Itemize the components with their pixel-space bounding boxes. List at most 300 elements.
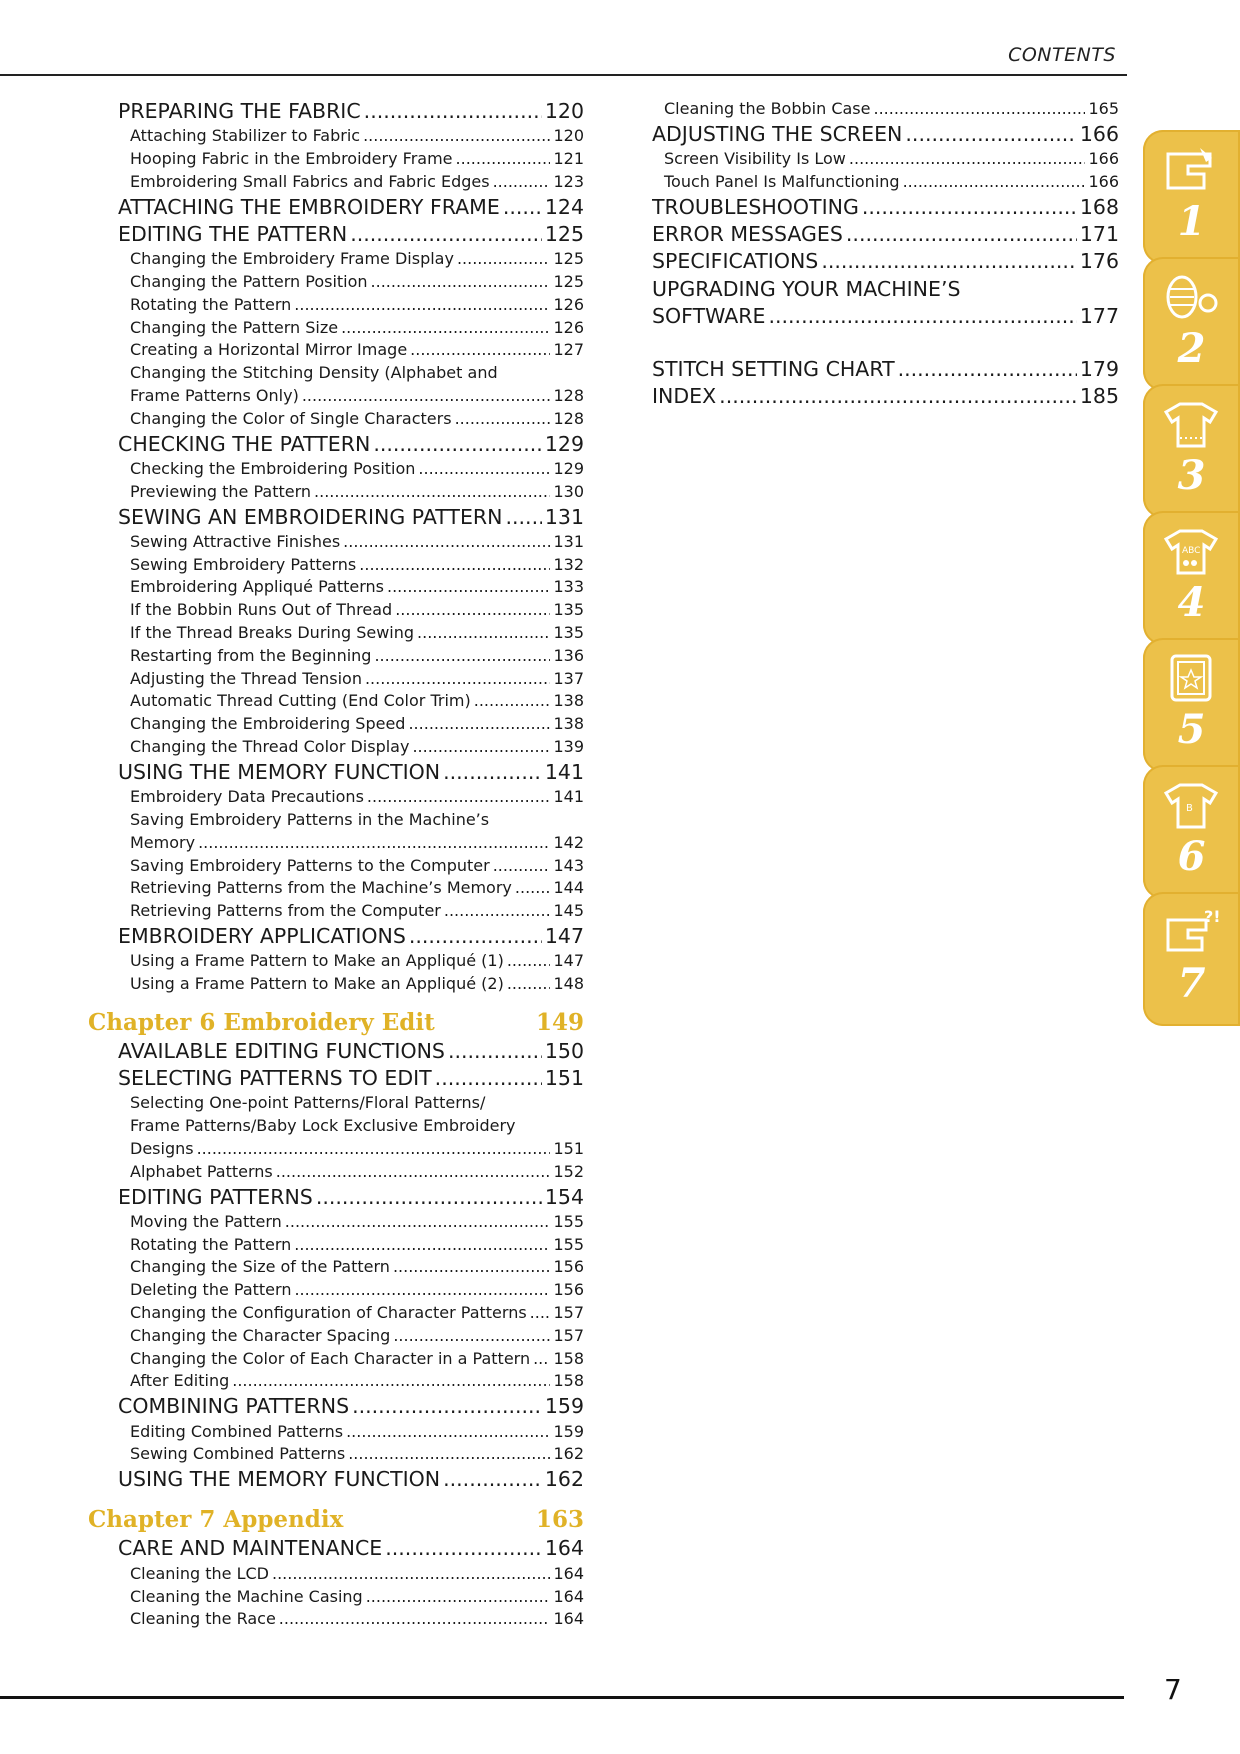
toc-leader-dots [448, 1038, 542, 1065]
toc-leader-dots [903, 171, 1086, 194]
toc-leader-dots [346, 1421, 550, 1444]
toc-entry-page: 158 [553, 1371, 584, 1391]
toc-entry-title: Rotating the Pattern [130, 294, 292, 314]
toc-entry-page: 126 [553, 294, 584, 314]
toc-entry-title: Hooping Fabric in the Embroidery Frame [130, 149, 453, 169]
chapter-tab-6[interactable] [1143, 765, 1240, 899]
toc-leader-dots [456, 148, 551, 171]
toc-entry-title: Saving Embroidery Patterns to the Computer [130, 855, 490, 875]
toc-entry-title: Designs [130, 1138, 194, 1158]
toc-leader-dots [417, 622, 550, 645]
toc-leader-dots [367, 786, 551, 809]
toc-leader-dots [366, 1586, 551, 1609]
toc-entry-text: Changing the Stitching Density (Alphabet and [130, 363, 498, 383]
chapter-tab-number: 2 [1177, 325, 1206, 372]
toc-entry-page: 128 [553, 408, 584, 428]
toc-entry-page: 138 [553, 691, 584, 711]
toc-entry-page: 159 [544, 1394, 584, 1419]
toc-entry-title: SEWING AN EMBROIDERING PATTERN [118, 504, 503, 529]
toc-entry-title: CARE AND MAINTENANCE [118, 1536, 383, 1561]
toc-leader-dots [457, 248, 551, 271]
toc-entry-page: 139 [553, 737, 584, 757]
footer-rule [0, 1696, 1124, 1699]
toc-section[interactable] [88, 431, 584, 458]
toc-entry-page: 152 [553, 1161, 584, 1181]
toc-section[interactable] [652, 248, 1119, 275]
toc-entry-title: If the Bobbin Runs Out of Thread [130, 600, 393, 620]
toc-entry-title: SOFTWARE [652, 303, 766, 328]
toc-subsection[interactable] [88, 1234, 584, 1257]
chapter-tab-5[interactable] [1143, 638, 1240, 772]
toc-entry-page: 150 [544, 1038, 584, 1063]
toc-entry-page: 141 [553, 787, 584, 807]
toc-section[interactable] [88, 1038, 584, 1065]
toc-entry-page: 166 [1088, 149, 1119, 169]
toc-subsection[interactable] [88, 855, 584, 878]
toc-entry-page: 125 [553, 249, 584, 269]
toc-leader-dots [503, 194, 542, 221]
toc-entry-page: 135 [553, 623, 584, 643]
toc-leader-dots [898, 356, 1077, 383]
toc-entry-title: CHECKING THE PATTERN [118, 431, 371, 456]
chapter-heading[interactable] [88, 1008, 584, 1038]
toc-leader-dots [294, 294, 550, 317]
toc-subsection[interactable] [88, 248, 584, 271]
toc-entry-title: Changing the Configuration of Character Patterns [130, 1303, 527, 1323]
toc-subsection[interactable] [88, 458, 584, 481]
toc-entry-title: Creating a Horizontal Mirror Image [130, 340, 408, 360]
toc-entry-page: 120 [553, 126, 584, 146]
toc-subsection[interactable] [652, 148, 1119, 171]
toc-entry-title: Automatic Thread Cutting (End Color Trim) [130, 691, 471, 711]
toc-section[interactable] [88, 504, 584, 531]
toc-entry-page: 164 [553, 1563, 584, 1583]
toc-section[interactable] [88, 221, 584, 248]
toc-entry-title: Rotating the Pattern [130, 1234, 292, 1254]
toc-entry-page: 123 [553, 171, 584, 191]
toc-leader-dots [435, 1065, 542, 1092]
toc-subsection[interactable] [88, 1138, 584, 1161]
toc-entry-page: 121 [553, 149, 584, 169]
toc-entry-page: 176 [1079, 249, 1119, 274]
toc-leader-dots [279, 1608, 551, 1631]
toc-entry-title: Frame Patterns Only) [130, 386, 299, 406]
toc-entry-page: 120 [544, 99, 584, 123]
toc-subsection[interactable] [88, 1563, 584, 1586]
toc-leader-dots [873, 98, 1085, 121]
toc-leader-dots [363, 125, 550, 148]
toc-entry-page: 127 [553, 340, 584, 360]
toc-entry-page: 156 [553, 1280, 584, 1300]
toc-entry-page: 129 [553, 458, 584, 478]
toc-subsection[interactable] [88, 171, 584, 194]
toc-leader-dots [408, 713, 550, 736]
toc-entry-page: 156 [553, 1257, 584, 1277]
toc-entry-title: Changing the Embroidery Frame Display [130, 249, 454, 269]
toc-entry-title: Changing the Character Spacing [130, 1325, 391, 1345]
page-number: 7 [1164, 1673, 1182, 1706]
toc-entry-title: EDITING PATTERNS [118, 1184, 313, 1209]
header-rule [0, 74, 1127, 76]
toc-entry-title: ATTACHING THE EMBROIDERY FRAME [118, 194, 500, 219]
chapter-title: Chapter 7 Appendix [88, 1506, 344, 1534]
toc-section[interactable] [88, 1184, 584, 1211]
toc-entry-title: Changing the Thread Color Display [130, 737, 410, 757]
chapter-page: 163 [535, 1506, 584, 1534]
toc-entry-title: Checking the Embroidering Position [130, 458, 416, 478]
toc-subsection[interactable] [88, 1586, 584, 1609]
toc-subsection[interactable] [652, 98, 1119, 121]
toc-subsection[interactable] [88, 531, 584, 554]
toc-entry-page: 142 [553, 832, 584, 852]
toc-entry-title: TROUBLESHOOTING [652, 194, 859, 219]
toc-entry-title: EMBROIDERY APPLICATIONS [118, 923, 406, 948]
toc-subsection[interactable] [88, 1370, 584, 1393]
spacer [652, 330, 1119, 356]
toc-leader-dots [385, 1535, 542, 1562]
toc-leader-dots [507, 950, 551, 973]
toc-entry-page: 165 [1088, 99, 1119, 118]
chapter-tab-1[interactable] [1143, 130, 1240, 264]
toc-leader-dots [849, 148, 1086, 171]
toc-leader-dots [302, 385, 551, 408]
chapter-page: 149 [535, 1008, 584, 1036]
toc-entry-title: Screen Visibility Is Low [664, 149, 846, 169]
toc-entry-page: 141 [544, 759, 584, 784]
toc-entry-page: 125 [544, 221, 584, 246]
toc-subsection[interactable] [88, 148, 584, 171]
toc-entry-page: 125 [553, 272, 584, 292]
toc-subsection[interactable] [88, 385, 584, 408]
toc-entry-title: SPECIFICATIONS [652, 249, 819, 274]
toc-entry-page: 151 [553, 1138, 584, 1158]
toc-subsection[interactable] [88, 1325, 584, 1348]
toc-leader-dots [316, 1184, 542, 1211]
toc-leader-dots [314, 481, 550, 504]
toc-leader-dots [410, 339, 550, 362]
toc-entry-page: 135 [553, 600, 584, 620]
toc-entry-title: Cleaning the Race [130, 1609, 276, 1629]
shirt-stitch-icon [1160, 398, 1222, 450]
toc-section[interactable] [652, 383, 1119, 410]
toc-entry-title: Changing the Color of Single Characters [130, 408, 452, 428]
toc-entry-page: 147 [544, 923, 584, 948]
toc-leader-dots [373, 431, 542, 458]
svg-text:ABC: ABC [1182, 546, 1201, 556]
toc-leader-dots [515, 877, 551, 900]
toc-leader-dots [506, 504, 542, 531]
toc-leader-dots [393, 1256, 551, 1279]
toc-entry-title: Sewing Embroidery Patterns [130, 554, 357, 574]
toc-entry-title: PREPARING THE FABRIC [118, 99, 361, 123]
toc-subsection[interactable] [88, 736, 584, 759]
toc-section[interactable] [88, 1466, 584, 1493]
toc-entry-title: Alphabet Patterns [130, 1161, 273, 1181]
toc-entry-title: EDITING THE PATTERN [118, 221, 348, 246]
toc-entry-title: Deleting the Pattern [130, 1280, 292, 1300]
toc-leader-dots [905, 121, 1076, 148]
toc-section[interactable] [652, 356, 1119, 383]
toc-subsection[interactable] [88, 125, 584, 148]
toc-entry-title: Retrieving Patterns from the Machine’s Memory [130, 878, 512, 898]
toc-entry-title: Memory [130, 832, 196, 852]
svg-text:B: B [1186, 803, 1193, 814]
toc-subsection[interactable] [88, 877, 584, 900]
toc-subsection[interactable] [88, 973, 584, 996]
toc-entry-page: 168 [1079, 194, 1119, 219]
toc-section[interactable] [88, 98, 584, 125]
toc-subsection[interactable] [88, 1256, 584, 1279]
toc-leader-dots [443, 759, 542, 786]
toc-section[interactable] [652, 121, 1119, 148]
toc-subsection[interactable] [88, 622, 584, 645]
toc-entry-title: ERROR MESSAGES [652, 221, 843, 246]
toc-leader-dots [444, 900, 551, 923]
toc-entry-page: 166 [1079, 121, 1119, 146]
toc-section[interactable] [88, 1393, 584, 1420]
toc-entry-title: Editing Combined Patterns [130, 1421, 344, 1441]
toc-entry-page: 159 [553, 1421, 584, 1441]
toc-subsection[interactable] [88, 554, 584, 577]
toc-left-column [88, 98, 584, 1631]
chapter-heading[interactable] [88, 1505, 584, 1535]
toc-leader-dots [719, 383, 1077, 410]
toc-leader-dots [350, 221, 542, 248]
toc-entry-title: Changing the Color of Each Character in a Pattern [130, 1348, 531, 1368]
toc-entry-page: 164 [553, 1609, 584, 1629]
toc-subsection[interactable] [88, 1421, 584, 1444]
toc-subsection[interactable] [88, 713, 584, 736]
toc-subsection[interactable] [88, 271, 584, 294]
toc-entry-page: 133 [553, 577, 584, 597]
toc-entry-page: 144 [553, 878, 584, 898]
toc-entry-page: 136 [553, 645, 584, 665]
toc-entry-page: 131 [544, 504, 584, 529]
toc-entry-page: 177 [1079, 303, 1119, 328]
toc-subsection[interactable] [88, 599, 584, 622]
toc-leader-dots [846, 221, 1077, 248]
toc-subsection[interactable] [88, 576, 584, 599]
toc-subsection[interactable] [88, 1608, 584, 1631]
toc-leader-dots [507, 973, 551, 996]
toc-entry-page: 131 [553, 531, 584, 551]
toc-section[interactable] [88, 1535, 584, 1562]
toc-entry-title: Embroidering Appliqué Patterns [130, 577, 384, 597]
toc-subsection[interactable] [88, 1302, 584, 1325]
toc-entry-title: USING THE MEMORY FUNCTION [118, 1467, 441, 1492]
toc-subsection[interactable] [88, 1279, 584, 1302]
toc-entry-title: SELECTING PATTERNS TO EDIT [118, 1066, 432, 1091]
toc-entry-page: 171 [1079, 221, 1119, 246]
toc-entry-page: 147 [553, 951, 584, 971]
toc-section[interactable] [88, 1065, 584, 1092]
toc-entry-page: 179 [1079, 357, 1119, 382]
toc-entry-title: Changing the Size of the Pattern [130, 1257, 390, 1277]
toc-section[interactable] [652, 221, 1119, 248]
toc-entry-title: Retrieving Patterns from the Computer [130, 901, 441, 921]
toc-entry-page: 130 [553, 481, 584, 501]
toc-entry-title: INDEX [652, 384, 717, 409]
toc-entry-page: 126 [553, 317, 584, 337]
embroidery-frame-icon [1160, 652, 1222, 704]
toc-entry-text: UPGRADING YOUR MACHINE’S [652, 276, 961, 301]
toc-right-column [652, 98, 1119, 411]
toc-subsection[interactable] [88, 294, 584, 317]
toc-entry-page: 157 [553, 1303, 584, 1323]
chapter-tab-2[interactable] [1143, 257, 1240, 391]
toc-entry-title: If the Thread Breaks During Sewing [130, 623, 415, 643]
toc-subsection[interactable] [88, 481, 584, 504]
toc-leader-dots [232, 1370, 550, 1393]
toc-leader-dots [359, 554, 550, 577]
toc-entry-title: Sewing Combined Patterns [130, 1444, 346, 1464]
toc-leader-dots [352, 1393, 542, 1420]
toc-subsection[interactable] [88, 645, 584, 668]
toc-leader-dots [443, 1466, 542, 1493]
toc-entry-text: Selecting One-point Patterns/Floral Patterns/ [130, 1093, 486, 1113]
toc-entry-title: AVAILABLE EDITING FUNCTIONS [118, 1038, 445, 1063]
toc-leader-dots [374, 645, 550, 668]
toc-entry-title: Changing the Pattern Size [130, 317, 339, 337]
toc-entry-title: USING THE MEMORY FUNCTION [118, 759, 441, 784]
toc-entry-title: Changing the Embroidering Speed [130, 714, 406, 734]
toc-leader-dots [493, 855, 551, 878]
toc-section[interactable] [88, 759, 584, 786]
toc-entry-text: Saving Embroidery Patterns in the Machine’s [130, 809, 490, 829]
toc-entry-page: 138 [553, 714, 584, 734]
toc-entry-page: 151 [544, 1066, 584, 1091]
toc-subsection[interactable] [88, 408, 584, 431]
toc-leader-dots [198, 832, 550, 855]
toc-leader-dots [493, 171, 551, 194]
toc-subsection[interactable] [652, 171, 1119, 194]
toc-leader-dots [348, 1443, 550, 1466]
toc-entry-page: 128 [553, 386, 584, 406]
toc-entry-title: Cleaning the LCD [130, 1563, 269, 1583]
chapter-tab-number: 6 [1177, 833, 1206, 880]
toc-leader-dots [364, 98, 542, 125]
toc-subsection[interactable] [88, 339, 584, 362]
toc-leader-dots [365, 668, 550, 691]
toc-entry-title: ADJUSTING THE SCREEN [652, 121, 903, 146]
chapter-title: Chapter 6 Embroidery Edit [88, 1008, 435, 1036]
toc-entry-title: Using a Frame Pattern to Make an Appliqué (2) [130, 973, 504, 993]
toc-entry-page: 129 [544, 431, 584, 456]
toc-leader-dots [197, 1138, 551, 1161]
toc-entry-title: Changing the Pattern Position [130, 272, 368, 292]
toc-section[interactable] [88, 194, 584, 221]
toc-entry-page: 154 [544, 1184, 584, 1209]
toc-leader-dots [294, 1279, 550, 1302]
toc-subsection[interactable] [88, 1211, 584, 1234]
toc-entry-page: 158 [553, 1348, 584, 1368]
toc-leader-dots [272, 1563, 550, 1586]
toc-subsection[interactable] [88, 950, 584, 973]
toc-entry-page: 137 [553, 668, 584, 688]
toc-entry-title: Using a Frame Pattern to Make an Appliqué (1) [130, 951, 504, 971]
toc-entry-title: COMBINING PATTERNS [118, 1394, 350, 1419]
toc-leader-dots [371, 271, 551, 294]
toc-subsection[interactable] [88, 832, 584, 855]
chapter-tab-number: 1 [1177, 198, 1206, 245]
toc-leader-dots [862, 194, 1077, 221]
toc-subsection[interactable] [88, 317, 584, 340]
header-title: CONTENTS [1008, 44, 1116, 66]
toc-entry-page: 157 [553, 1325, 584, 1345]
svg-text:?!: ?! [1204, 907, 1221, 926]
toc-entry-title: Adjusting the Thread Tension [130, 668, 362, 688]
toc-section[interactable] [652, 194, 1119, 221]
toc-entry-page: 164 [553, 1586, 584, 1606]
toc-leader-dots [474, 690, 551, 713]
toc-entry-title: STITCH SETTING CHART [652, 357, 895, 382]
toc-leader-dots [395, 599, 550, 622]
toc-entry-title: Sewing Attractive Finishes [130, 531, 341, 551]
toc-leader-dots [276, 1161, 551, 1184]
chapter-tab-7[interactable] [1143, 892, 1240, 1026]
toc-leader-dots [285, 1211, 551, 1234]
shirt-edit-icon [1160, 779, 1222, 831]
chapter-tab-4[interactable] [1143, 511, 1240, 645]
toc-subsection[interactable] [88, 1443, 584, 1466]
toc-entry-title: Cleaning the Machine Casing [130, 1586, 363, 1606]
toc-entry-page: 143 [553, 855, 584, 875]
toc-leader-dots [533, 1348, 550, 1371]
toc-subsection[interactable] [88, 668, 584, 691]
chapter-tab-number: 4 [1177, 579, 1206, 626]
toc-subsection[interactable] [88, 1161, 584, 1184]
machine-help-icon [1160, 906, 1222, 958]
shirt-embroidery-icon [1160, 525, 1222, 577]
toc-subsection[interactable] [88, 1348, 584, 1371]
chapter-tab-number: 3 [1177, 452, 1206, 499]
toc-entry-title: Embroidering Small Fabrics and Fabric Edges [130, 171, 490, 191]
toc-leader-dots [455, 408, 551, 431]
toc-leader-dots [393, 1325, 550, 1348]
toc-subsection[interactable] [88, 786, 584, 809]
toc-entry-page: 185 [1079, 384, 1119, 409]
toc-entry-title: After Editing [130, 1371, 230, 1391]
toc-entry-title: Restarting from the Beginning [130, 645, 372, 665]
toc-entry-page: 155 [553, 1211, 584, 1231]
chapter-tab-3[interactable] [1143, 384, 1240, 518]
toc-entry-page: 166 [1088, 171, 1119, 191]
toc-entry-page: 164 [544, 1536, 584, 1561]
toc-leader-dots [412, 736, 550, 759]
toc-entry-title: Moving the Pattern [130, 1211, 282, 1231]
toc-leader-dots [387, 576, 550, 599]
toc-entry-page: 145 [553, 901, 584, 921]
toc-entry-page: 148 [553, 973, 584, 993]
chapter-tab-number: 7 [1177, 960, 1206, 1007]
toc-leader-dots [821, 248, 1077, 275]
toc-entry-title: Embroidery Data Precautions [130, 787, 364, 807]
toc-subsection[interactable] [88, 900, 584, 923]
toc-subsection[interactable] [88, 690, 584, 713]
toc-entry-page: 162 [544, 1467, 584, 1492]
toc-entry-page: 132 [553, 554, 584, 574]
toc-entry-page: 162 [553, 1444, 584, 1464]
toc-leader-dots [418, 458, 550, 481]
toc-section[interactable] [652, 303, 1119, 330]
toc-leader-dots [343, 531, 550, 554]
toc-entry-title: Cleaning the Bobbin Case [664, 99, 871, 118]
toc-entry-title: Attaching Stabilizer to Fabric [130, 126, 361, 146]
toc-section[interactable] [88, 923, 584, 950]
toc-entry-text: Frame Patterns/Baby Lock Exclusive Embroidery [130, 1116, 516, 1136]
toc-entry-title: Previewing the Pattern [130, 481, 312, 501]
toc-leader-dots [294, 1234, 550, 1257]
